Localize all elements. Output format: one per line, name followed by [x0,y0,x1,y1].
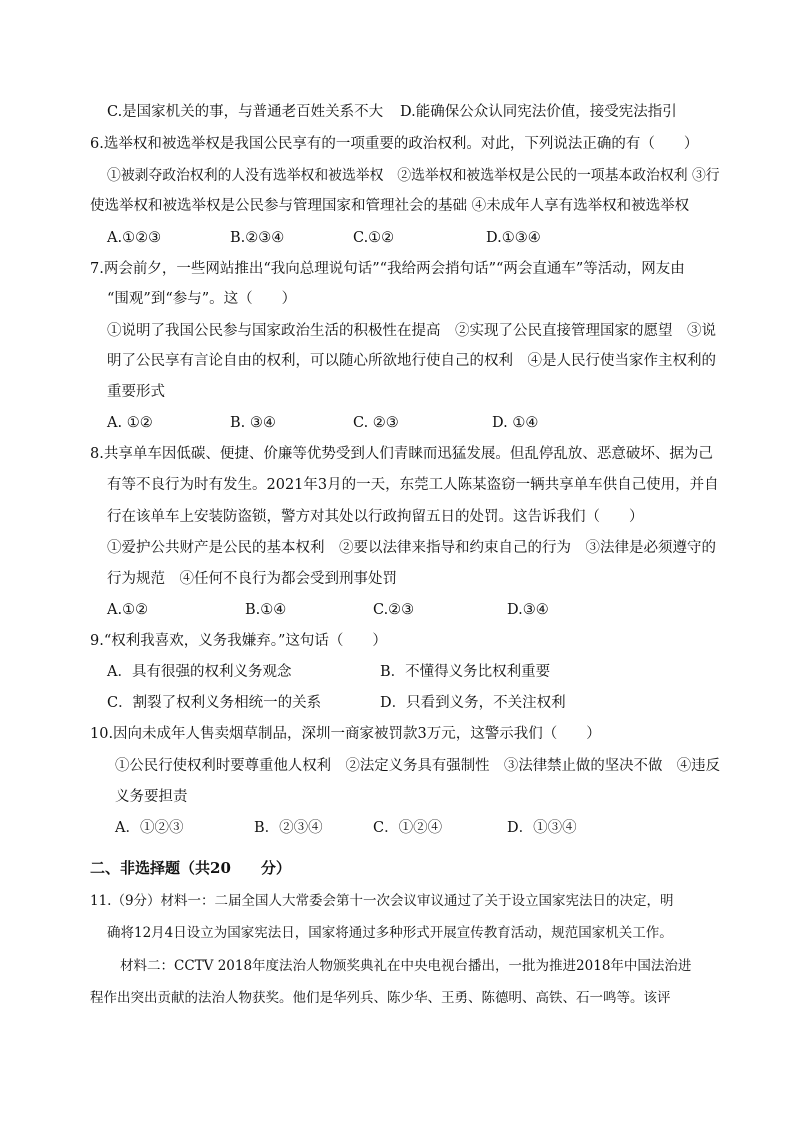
q11-line-4: 程作出突出贡献的法治人物获奖。他们是华列兵、陈少华、王勇、陈德明、高铁、石一鸣等。该评 [90,990,671,1006]
q11-line-2: 确将12月4日设立为国家宪法日，国家将通过多种形式开展宣传教育活动，规范国家机关工作。 [107,925,673,941]
q10-body-line-1: ①公民行使权利时要尊重他人权利 ②法定义务具有强制性 ③法律禁止做的坚决不做 ④违反 [115,758,720,774]
q8-stem-line-1: 8.共享单车因低碳、便捷、价廉等优势受到人们青睐而迅猛发展。但乱停乱放、恶意破坏、据为己 [90,446,713,462]
q7-option-d: D. ①④ [492,415,539,431]
q6-option-c: C.①② [353,230,395,246]
q6-option-b: B.②③④ [230,230,285,246]
q7-option-b: B. ③④ [230,415,276,431]
q9-stem: 9.“权利我喜欢，义务我嫌弃。”这句话（ ） [90,633,387,649]
q8-stem-line-2: 有等不良行为时有发生。2021年3月的一天，东莞工人陈某盗窃一辆共享单车供自己使用，并自 [107,477,719,493]
section-heading: 二、非选择题（共20 分） [90,859,291,877]
q10-option-c: C．①②④ [373,820,443,836]
q10-option-a: A．①②③ [115,820,184,836]
q8-body-line-2: 行为规范 ④任何不良行为都会受到刑事处罚 [107,571,397,587]
q7-stem-line-1: 7.两会前夕，一些网站推出“我向总理说句话”“我给两会捎句话”“两会直通车”等活动，网友由 [90,261,685,277]
q8-option-b: B.①④ [245,602,287,618]
q7-body-line-3: 重要形式 [107,384,165,400]
q7-stem-line-2: “围观”到“参与”。这（ ） [107,291,297,307]
q6-option-d: D.①③④ [486,230,541,246]
q6-stem: 6.选举权和被选举权是我国公民享有的一项重要的政治权利。对此，下列说法正确的有（ ） [90,136,699,152]
q8-option-a: A.①② [107,602,149,618]
q10-option-d: D．①③④ [507,820,577,836]
q10-body-line-2: 义务要担责 [115,789,188,805]
q5-option-c: C.是国家机关的事，与普通老百姓关系不大 [107,104,384,120]
q7-body-line-1: ①说明了我国公民参与国家政治生活的积极性在提高 ②实现了公民直接管理国家的愿望 ③说 [107,323,716,339]
q7-body-line-2: 明了公民享有言论自由的权利，可以随心所欲地行使自己的权利 ④是人民行使当家作主权利的 [107,353,716,369]
q10-option-b: B．②③④ [254,820,323,836]
q9-option-b: B．不懂得义务比权利重要 [380,664,551,680]
q8-body-line-1: ①爱护公共财产是公民的基本权利 ②要以法律来指导和约束自己的行为 ③法律是必须遵守的 [107,540,716,556]
q9-option-c: C．割裂了权利义务相统一的关系 [107,695,322,711]
q9-option-a: A．具有很强的权利义务观念 [107,664,292,680]
q6-body-line-2: 使选举权和被选举权是公民参与管理国家和管理社会的基础 ④未成年人享有选举权和被选举权 [90,198,690,214]
q8-stem-line-3: 行在该单车上安装防盗锁，警方对其处以行政拘留五日的处罚。这告诉我们（ ） [107,509,644,525]
q9-option-d: D．只看到义务，不关注权利 [380,695,566,711]
q8-option-d: D.③④ [507,602,549,618]
q10-stem: 10.因向未成年人售卖烟草制品，深圳一商家被罚款3万元，这警示我们（ ） [90,726,601,742]
q5-option-d: D.能确保公众认同宪法价值，接受宪法指引 [400,104,677,120]
q7-option-a: A. ①② [107,415,153,431]
q6-option-a: A.①②③ [107,230,162,246]
q11-line-3: 材料二：CCTV 2018年度法治人物颁奖典礼在中央电视台播出，一批为推进2018年中国法治进 [120,958,692,974]
q7-option-c: C. ②③ [353,415,399,431]
q11-line-1: 11.（9分）材料一：二届全国人大常委会第十一次会议审议通过了关于设立国家宪法日的决定，明 [90,893,674,909]
q6-body-line-1: ①被剥夺政治权利的人没有选举权和被选举权 ②选举权和被选举权是公民的一项基本政治权利 ③行 [107,168,720,184]
q8-option-c: C.②③ [373,602,415,618]
